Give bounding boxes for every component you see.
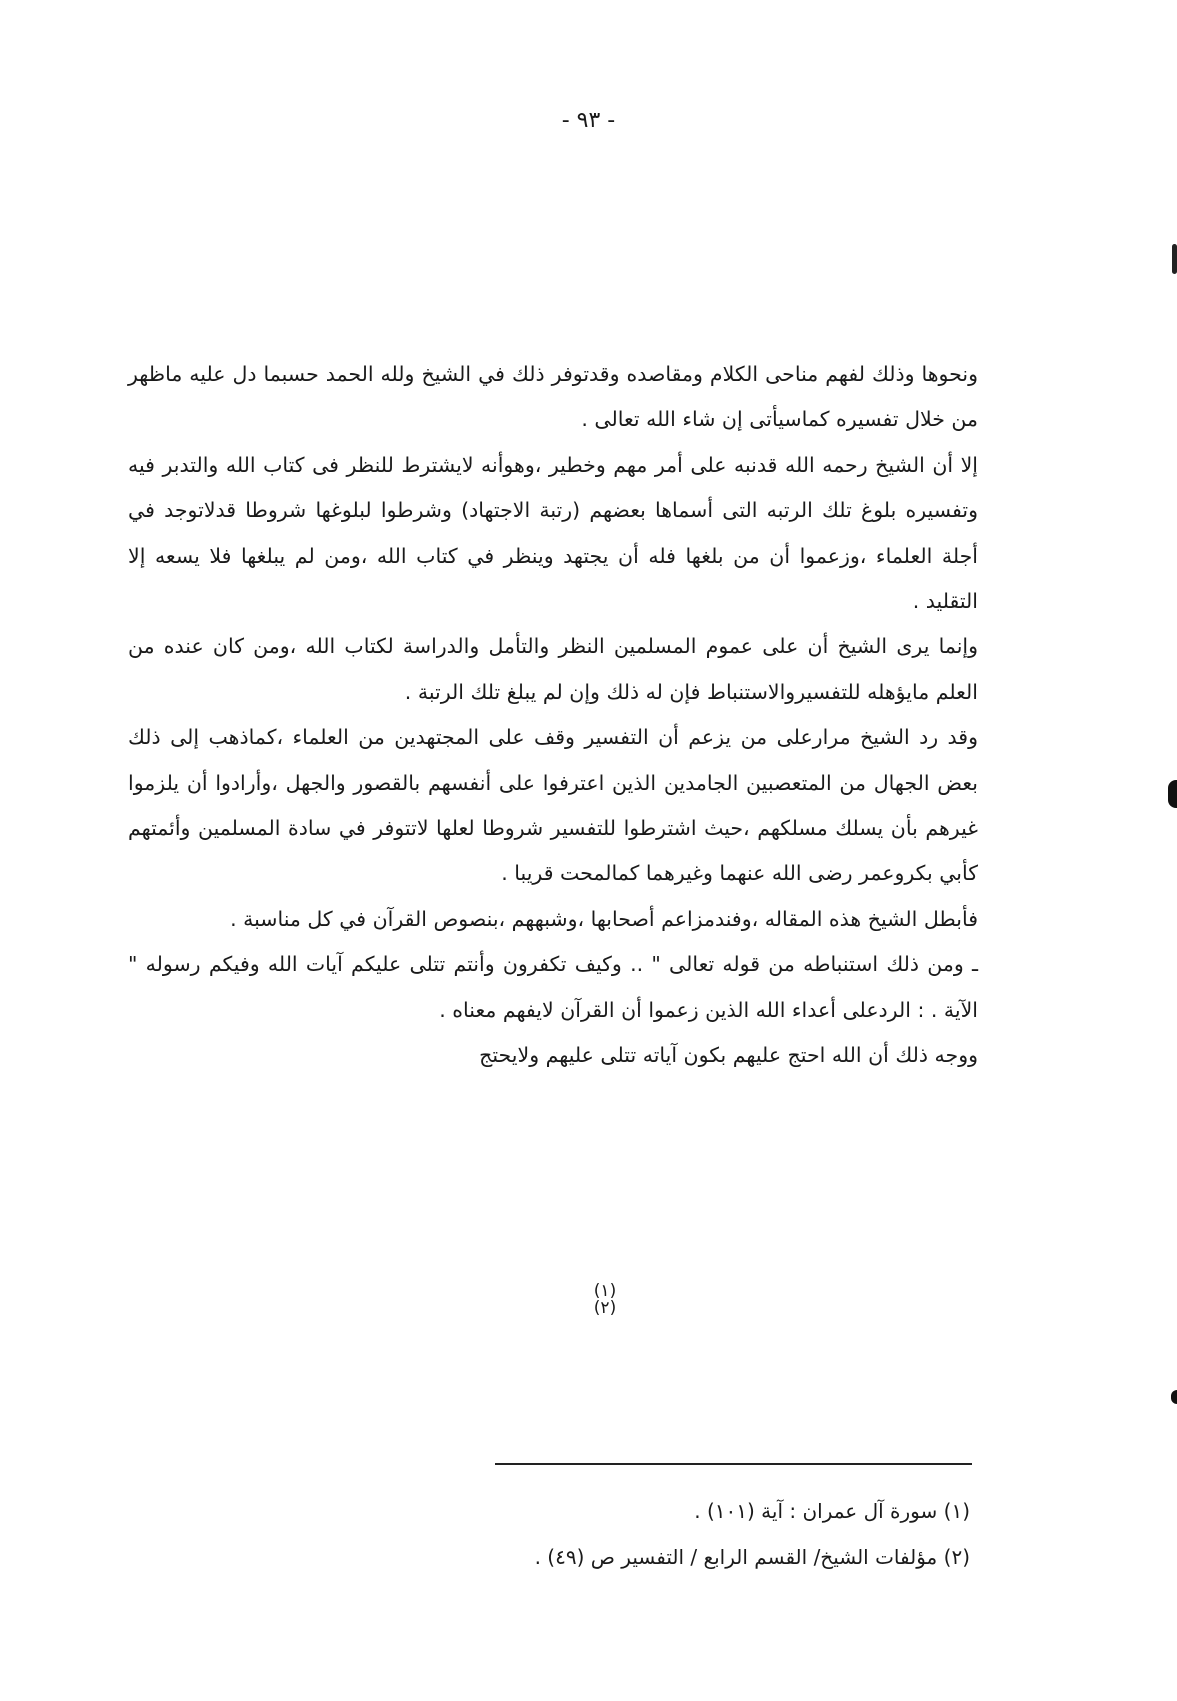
page-number: - ٩٣ - [561, 108, 616, 133]
footnote-1: (١) سورة آل عمران : آية (١٠١) . [694, 1499, 970, 1523]
scan-edge-mark-middle [1168, 780, 1177, 808]
scan-edge-mark-top [1172, 244, 1177, 274]
paragraph-3: وإنما يرى الشيخ أن على عموم المسلمين النظر والتأمل والدراسة لكتاب الله ،ومن كان عنده من العلم مايؤهله للتفسيروالاستنباط فإن له ذلك وإن لم يبلغ تلك الرتبة . [128, 634, 978, 704]
paragraph-2: إلا أن الشيخ رحمه الله قدنبه على أمر مهم وخطير ،وهوأنه لايشترط للنظر فى كتاب الله والتدبر فيه وتفسيره بلوغ تلك الرتبه التى أسماها بعضهم (رتبة الاجتهاد) وشرطوا لبلوغها شروطا قدلاتوجد في أجلة العلماء ،وزعموا أن من بلغها فله أن يجتهد وينظر في كتاب الله ،ومن لم يبلغها فلا يسعه إلا التقليد . [128, 452, 978, 614]
paragraph-1: ونحوها وذلك لفهم مناحى الكلام ومقاصده وقدتوفر ذلك في الشيخ ولله الحمد حسبما دل عليه ماظهر من خلال تفسيره كماسيأتى إن شاء الله تعالى . [128, 362, 978, 432]
reference-mark-1: (١) [593, 1281, 617, 1301]
footnote-2: (٢) مؤلفات الشيخ/ القسم الرابع / التفسير ص (٤٩) . [534, 1545, 970, 1569]
paragraph-5: فأبطل الشيخ هذه المقاله ،وفندمزاعم أصحابها ،وشبههم ،بنصوص القرآن في كل مناسبة . [230, 906, 978, 931]
scan-edge-mark-bottom [1171, 1390, 1177, 1404]
paragraph-4: وقد رد الشيخ مرارعلى من يزعم أن التفسير وقف على المجتهدين من العلماء ،كماذهب إلى ذلك بعض الجهال من المتعصبين الجامدين الذين اعترفوا على أنفسهم بالقصور والجهل ،وأرادوا أن يلزموا غيرهم بأن يسلك مسلكهم ،حيث اشترطوا للتفسير شروطا لعلها لاتتوفر في سادة المسلمين وأئمتهم كأبي بكروعمر رضى الله عنهما وغيرهما كمالمحت قريبا . [128, 725, 978, 886]
paragraph-7: ووجه ذلك أن الله احتج عليهم بكون آياته تتلى عليهم ولايحتج [479, 1043, 978, 1068]
reference-marks [580, 1283, 630, 1317]
body-text [128, 352, 978, 1079]
reference-mark-2: (٢) [593, 1298, 617, 1318]
footnotes [128, 1488, 970, 1580]
paragraph-6: ـ ومن ذلك استنباطه من قوله تعالى " .. وكيف تكفرون وأنتم تتلى عليكم آيات الله وفيكم رسوله " الآية . : الردعلى أعداء الله الذين زعموا أن القرآن لايفهم معناه . [128, 952, 978, 1022]
footnote-divider [495, 1463, 972, 1465]
